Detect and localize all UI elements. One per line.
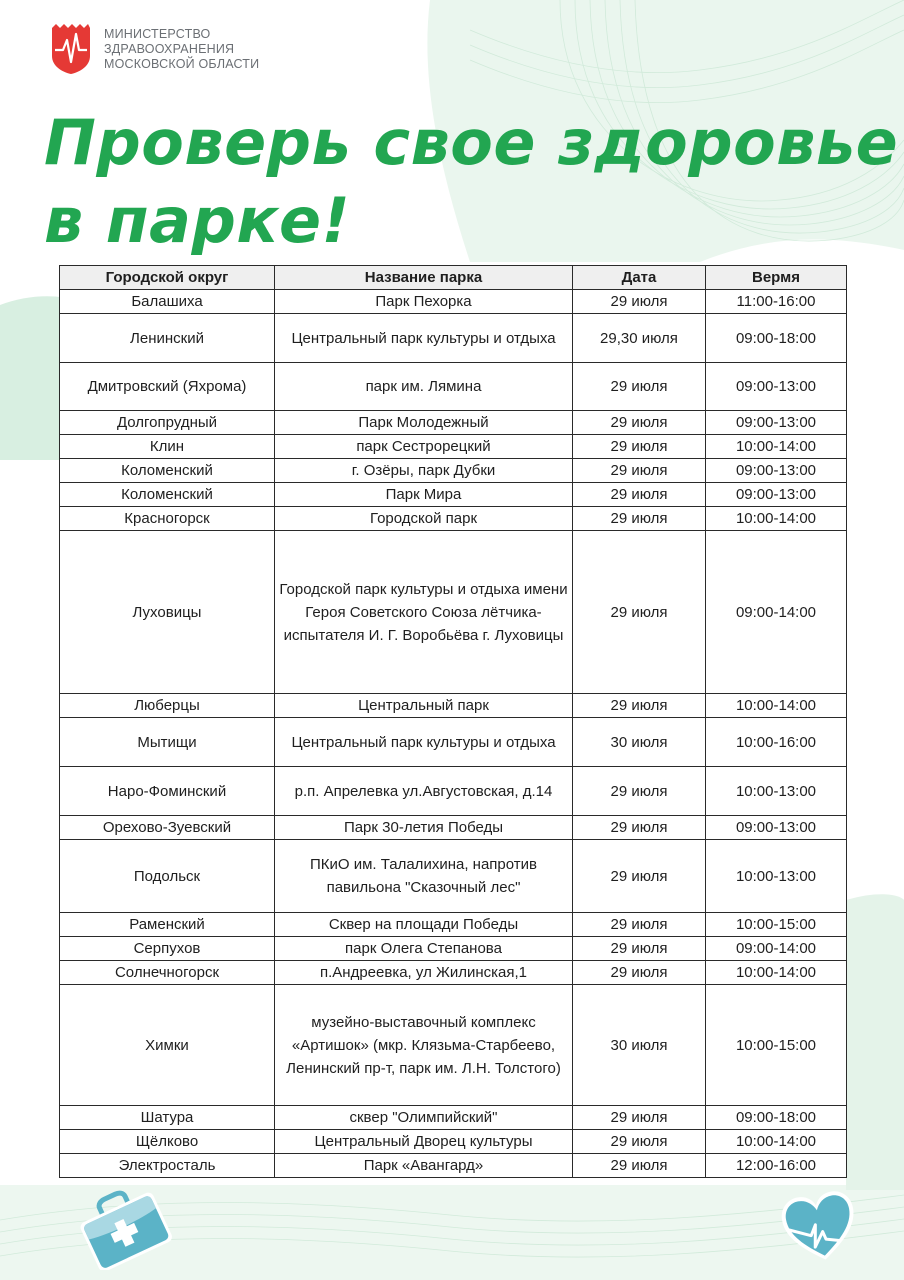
column-header-park: Название парка [275,266,573,290]
cell-park: Центральный парк [275,694,573,718]
table-header-row [60,266,847,290]
cell-time: 10:00-13:00 [706,767,847,816]
cell-date: 30 июля [573,985,706,1106]
cell-time: 10:00-14:00 [706,435,847,459]
column-header-time: Вермя [706,266,847,290]
table-row [60,816,847,840]
cell-park: Городской парк [275,507,573,531]
column-header-district: Городской округ [60,266,275,290]
cell-date: 29 июля [573,840,706,913]
cell-time: 09:00-13:00 [706,363,847,411]
cell-district: Солнечногорск [60,961,275,985]
cell-park: Парк «Авангард» [275,1154,573,1178]
cell-park: Городской парк культуры и отдыха имени Героя Советского Союза лётчика-испытателя И. Г. Воробьёва г. Луховицы [275,531,573,694]
cell-district: Клин [60,435,275,459]
cell-date: 29 июля [573,937,706,961]
table-row [60,1106,847,1130]
cell-park: музейно-выставочный комплекс «Артишок» (мкр. Клязьма-Старбеево, Ленинский пр-т, парк им. Л.Н. Толстого) [275,985,573,1106]
cell-date: 29 июля [573,363,706,411]
cell-district: Наро-Фоминский [60,767,275,816]
table-row [60,507,847,531]
cell-park: п.Андреевка, ул Жилинская,1 [275,961,573,985]
cell-district: Коломенский [60,459,275,483]
cell-time: 10:00-14:00 [706,507,847,531]
cell-date: 29 июля [573,694,706,718]
cell-time: 09:00-18:00 [706,1106,847,1130]
cell-district: Орехово-Зуевский [60,816,275,840]
cell-time: 09:00-14:00 [706,937,847,961]
cell-time: 10:00-14:00 [706,961,847,985]
cell-time: 09:00-13:00 [706,483,847,507]
table-row [60,961,847,985]
cell-time: 09:00-14:00 [706,531,847,694]
cell-time: 09:00-18:00 [706,314,847,363]
cell-park: Парк Молодежный [275,411,573,435]
cell-time: 10:00-14:00 [706,694,847,718]
cell-district: Коломенский [60,483,275,507]
cell-time: 10:00-15:00 [706,985,847,1106]
cell-date: 29 июля [573,767,706,816]
table-row [60,435,847,459]
cell-date: 29 июля [573,435,706,459]
cell-district: Подольск [60,840,275,913]
page-title-line-2: в парке! [44,184,351,257]
cell-date: 29 июля [573,1154,706,1178]
table-row [60,840,847,913]
cell-park: парк Олега Степанова [275,937,573,961]
cell-district: Ленинский [60,314,275,363]
schedule-table [59,265,847,1178]
table-row [60,718,847,767]
cell-date: 29 июля [573,290,706,314]
table-row [60,459,847,483]
table-row [60,411,847,435]
column-header-date: Дата [573,266,706,290]
ministry-name [104,27,259,72]
cell-park: Центральный Дворец культуры [275,1130,573,1154]
cell-park: Парк Пехорка [275,290,573,314]
ministry-name-line-2: ЗДРАВООХРАНЕНИЯ [104,41,235,56]
table-row [60,483,847,507]
cell-district: Раменский [60,913,275,937]
table-row [60,767,847,816]
cell-park: Центральный парк культуры и отдыха [275,314,573,363]
cell-date: 29 июля [573,961,706,985]
table-row [60,1154,847,1178]
table-row [60,314,847,363]
cell-district: Мытищи [60,718,275,767]
cell-time: 10:00-16:00 [706,718,847,767]
cell-district: Серпухов [60,937,275,961]
table-row [60,290,847,314]
table-row [60,1130,847,1154]
cell-park: парк Сестрорецкий [275,435,573,459]
table-row [60,985,847,1106]
cell-park: г. Озёры, парк Дубки [275,459,573,483]
table-row [60,913,847,937]
cell-date: 29 июля [573,459,706,483]
cell-district: Луховицы [60,531,275,694]
table-row [60,531,847,694]
cell-time: 09:00-13:00 [706,459,847,483]
cell-date: 29 июля [573,483,706,507]
cell-date: 29 июля [573,1106,706,1130]
cell-district: Щёлково [60,1130,275,1154]
table-row [60,694,847,718]
table-row [60,937,847,961]
cell-district: Долгопрудный [60,411,275,435]
cell-date: 30 июля [573,718,706,767]
mint-blob-right [846,894,904,1190]
page-title-line-1: Проверь свое здоровье [44,106,899,179]
cell-park: Сквер на площади Победы [275,913,573,937]
heart-pulse-icon [780,1188,860,1268]
heartbeat-shield-icon [50,24,92,74]
cell-district: Дмитровский (Яхрома) [60,363,275,411]
table-row [60,363,847,411]
cell-time: 10:00-14:00 [706,1130,847,1154]
cell-park: Центральный парк культуры и отдыха [275,718,573,767]
cell-park: сквер "Олимпийский" [275,1106,573,1130]
medical-kit-icon [72,1190,176,1270]
cell-time: 10:00-13:00 [706,840,847,913]
cell-date: 29 июля [573,816,706,840]
ministry-logo [50,24,259,74]
cell-date: 29 июля [573,1130,706,1154]
cell-date: 29,30 июля [573,314,706,363]
cell-park: ПКиО им. Талалихина, напротив павильона "Сказочный лес" [275,840,573,913]
cell-time: 11:00-16:00 [706,290,847,314]
ministry-name-line-3: МОСКОВСКОЙ ОБЛАСТИ [104,56,260,71]
cell-time: 09:00-13:00 [706,816,847,840]
cell-district: Красногорск [60,507,275,531]
cell-date: 29 июля [573,411,706,435]
cell-park: Парк Мира [275,483,573,507]
cell-district: Электросталь [60,1154,275,1178]
cell-park: парк им. Лямина [275,363,573,411]
cell-district: Шатура [60,1106,275,1130]
page-title [44,104,898,260]
cell-park: р.п. Апрелевка ул.Августовская, д.14 [275,767,573,816]
cell-district: Химки [60,985,275,1106]
cell-park: Парк 30-летия Победы [275,816,573,840]
ministry-name-line-1: МИНИСТЕРСТВО [104,26,211,41]
cell-district: Люберцы [60,694,275,718]
cell-district: Балашиха [60,290,275,314]
cell-date: 29 июля [573,507,706,531]
cell-date: 29 июля [573,531,706,694]
cell-time: 09:00-13:00 [706,411,847,435]
cell-time: 12:00-16:00 [706,1154,847,1178]
cell-time: 10:00-15:00 [706,913,847,937]
cell-date: 29 июля [573,913,706,937]
